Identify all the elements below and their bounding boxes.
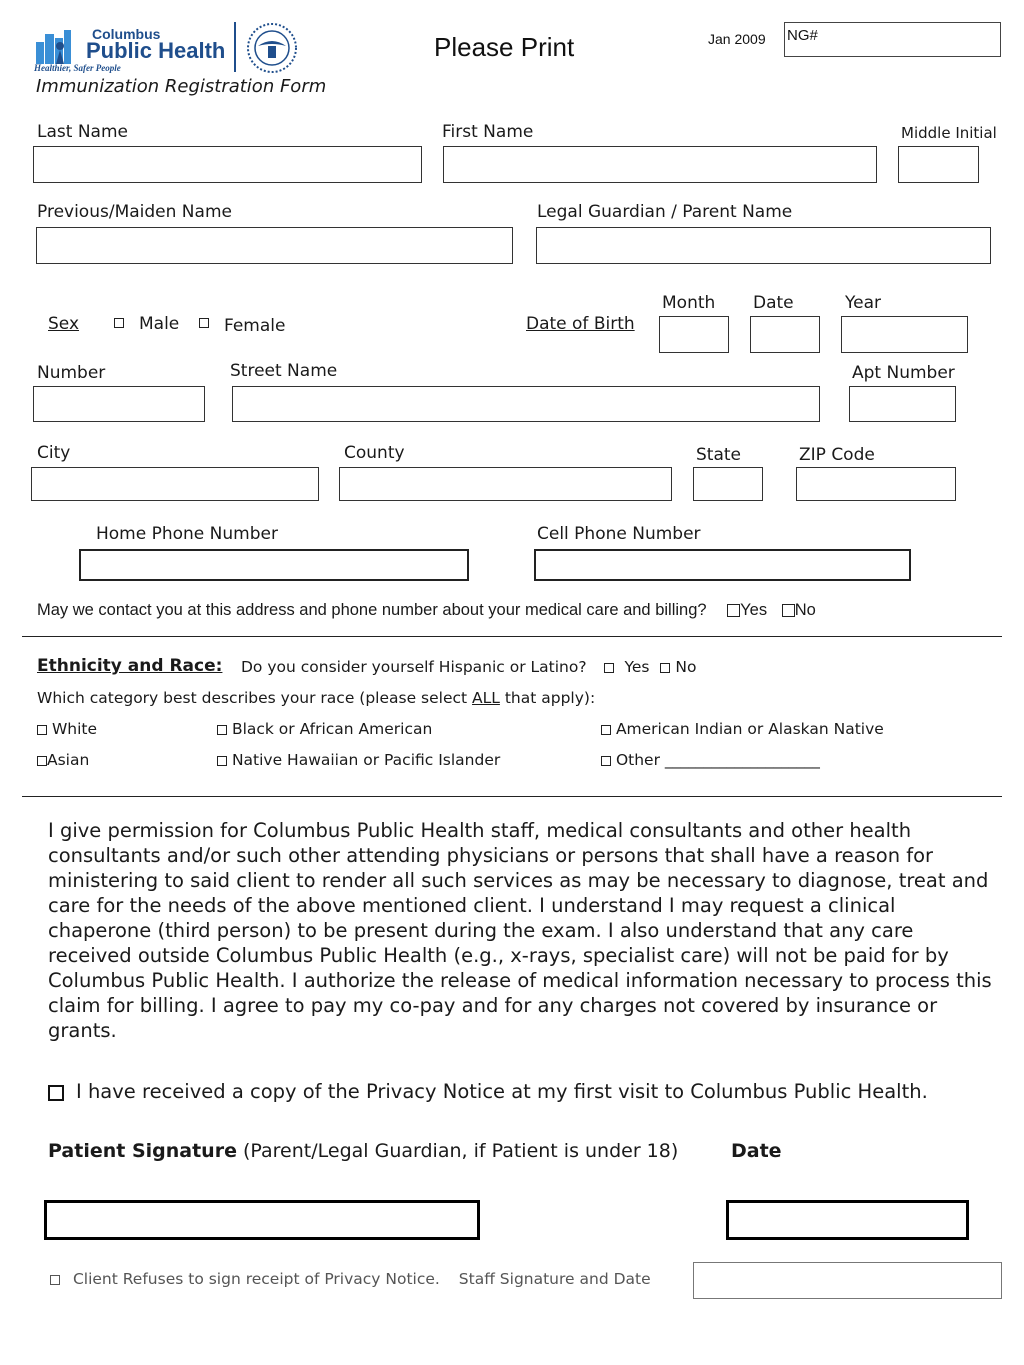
female-checkbox[interactable]	[199, 318, 209, 328]
hispanic-yes-checkbox[interactable]	[604, 663, 614, 673]
consent-paragraph: I give permission for Columbus Public Health staff, medical consultants and other health consultants and/or such other attending physicians or persons that shall have a reason for ministering to said client to render all such services as may be necessary to diagnose, treat and care for the needs of the above mentioned client. I understand I may request a clinical chaperone (third person) to be present during the exam. I also understand that any care received outside Columbus Public Health (e.g., x-rays, specialist care) will not be paid for by Columbus Public Health. I authorize the release of medical information necessary to process this claim for billing. I agree to pay my co-pay and for any charges not covered by insurance or grants.	[48, 819, 992, 1042]
guardian-name-field[interactable]	[536, 227, 991, 264]
dob-month-field[interactable]	[659, 316, 729, 353]
first-name-label: First Name	[442, 122, 534, 142]
ethnicity-heading: Ethnicity and Race:	[37, 656, 223, 676]
dob-label: Date of Birth	[526, 314, 635, 334]
logo-divider	[234, 22, 236, 72]
black-checkbox[interactable]	[217, 725, 227, 735]
month-label: Month	[662, 293, 716, 313]
sex-label: Sex	[48, 314, 80, 334]
white-label: White	[51, 720, 98, 738]
hispanic-question-row	[241, 658, 696, 676]
number-label: Number	[37, 363, 106, 383]
date-code: Jan 2009	[708, 31, 766, 47]
other-label: Other ____________________	[615, 751, 820, 769]
year-label: Year	[845, 293, 881, 313]
city-label: City	[37, 443, 71, 463]
last-name-field[interactable]	[33, 146, 422, 183]
hawaiian-label: Native Hawaiian or Pacific Islander	[231, 751, 501, 769]
contact-no-checkbox[interactable]	[782, 604, 795, 617]
previous-name-field[interactable]	[36, 227, 513, 264]
black-label: Black or African American	[231, 720, 433, 738]
patient-signature-field[interactable]	[44, 1200, 480, 1240]
contact-yes-label: Yes	[740, 601, 768, 619]
privacy-received-checkbox[interactable]	[48, 1085, 64, 1101]
signature-date-field[interactable]	[726, 1200, 969, 1240]
please-print-title: Please Print	[434, 32, 575, 62]
section-divider-2	[22, 796, 1002, 797]
logo	[34, 20, 299, 76]
american-indian-checkbox[interactable]	[601, 725, 611, 735]
logo-top-text: Columbus	[92, 26, 161, 42]
apt-label: Apt Number	[852, 363, 955, 383]
hawaiian-checkbox[interactable]	[217, 756, 227, 766]
cell-phone-field[interactable]	[534, 549, 911, 581]
date-label: Date	[753, 293, 794, 313]
contact-question-row	[37, 601, 816, 620]
race-question-pre: Which category best describes your race (please select	[37, 689, 473, 707]
race-question	[37, 689, 595, 707]
race-option-hawaiian[interactable]	[217, 751, 500, 769]
dob-date-field[interactable]	[750, 316, 820, 353]
asian-label: Asian	[47, 751, 90, 769]
county-field[interactable]	[339, 467, 672, 501]
logo-tagline: Healthier, Safer People	[34, 63, 121, 73]
contact-question: May we contact you at this address and phone number about your medical care and billing?	[37, 601, 707, 619]
middle-initial-label: Middle Initial	[901, 124, 997, 142]
race-option-black[interactable]	[217, 720, 432, 738]
male-checkbox[interactable]	[114, 318, 124, 328]
logo-main-text: Public Health	[86, 38, 226, 63]
city-seal-icon	[246, 22, 298, 74]
hispanic-no-label: No	[675, 658, 697, 676]
street-field[interactable]	[232, 386, 820, 422]
female-label: Female	[224, 316, 286, 336]
cell-phone-label: Cell Phone Number	[537, 524, 701, 544]
apt-field[interactable]	[849, 386, 956, 422]
city-skyline-icon	[34, 26, 86, 66]
hispanic-no-checkbox[interactable]	[660, 663, 670, 673]
staff-signature-label: Staff Signature and Date	[458, 1270, 651, 1288]
asian-checkbox[interactable]	[37, 756, 47, 766]
patient-signature-label: Patient Signature	[48, 1140, 237, 1162]
other-checkbox[interactable]	[601, 756, 611, 766]
previous-name-label: Previous/Maiden Name	[37, 202, 232, 222]
privacy-received-label: I have received a copy of the Privacy Notice at my first visit to Columbus Public Health.	[76, 1080, 928, 1103]
guardian-name-label: Legal Guardian / Parent Name	[537, 202, 793, 222]
race-option-white[interactable]	[37, 720, 97, 738]
home-phone-field[interactable]	[79, 549, 469, 581]
ng-number-field[interactable]	[784, 22, 1001, 57]
race-question-post: that apply):	[499, 689, 596, 707]
race-option-other[interactable]	[601, 751, 820, 769]
signature-date-label: Date	[731, 1140, 782, 1162]
dob-year-field[interactable]	[841, 316, 968, 353]
first-name-field[interactable]	[443, 146, 877, 183]
home-phone-label: Home Phone Number	[96, 524, 278, 544]
signature-heading-row	[48, 1140, 678, 1162]
street-label: Street Name	[230, 361, 338, 381]
privacy-received-row	[48, 1080, 928, 1103]
refuses-label: Client Refuses to sign receipt of Privacy Notice.	[72, 1270, 440, 1288]
american-indian-label: American Indian or Alaskan Native	[615, 720, 884, 738]
county-label: County	[344, 443, 405, 463]
hispanic-question: Do you consider yourself Hispanic or Latino?	[241, 658, 587, 676]
staff-signature-field[interactable]	[693, 1262, 1002, 1299]
refuses-row	[50, 1270, 651, 1288]
race-option-asian[interactable]	[37, 751, 89, 769]
zip-label: ZIP Code	[799, 445, 875, 465]
state-field[interactable]	[693, 467, 763, 501]
patient-signature-note: (Parent/Legal Guardian, if Patient is under 18)	[236, 1140, 679, 1162]
form-subtitle: Immunization Registration Form	[36, 76, 327, 97]
state-label: State	[696, 445, 741, 465]
city-field[interactable]	[31, 467, 319, 501]
refuses-checkbox[interactable]	[50, 1275, 60, 1285]
middle-initial-field[interactable]	[898, 146, 979, 183]
race-question-all: ALL	[472, 689, 500, 707]
zip-field[interactable]	[796, 467, 956, 501]
contact-yes-checkbox[interactable]	[727, 604, 740, 617]
number-field[interactable]	[33, 386, 205, 422]
ng-label: NG#	[787, 27, 818, 44]
male-label: Male	[139, 314, 180, 334]
race-option-american-indian[interactable]	[601, 720, 884, 738]
last-name-label: Last Name	[37, 122, 128, 142]
hispanic-yes-label: Yes	[624, 658, 650, 676]
contact-no-label: No	[794, 601, 816, 619]
white-checkbox[interactable]	[37, 725, 47, 735]
section-divider-1	[22, 636, 1002, 637]
